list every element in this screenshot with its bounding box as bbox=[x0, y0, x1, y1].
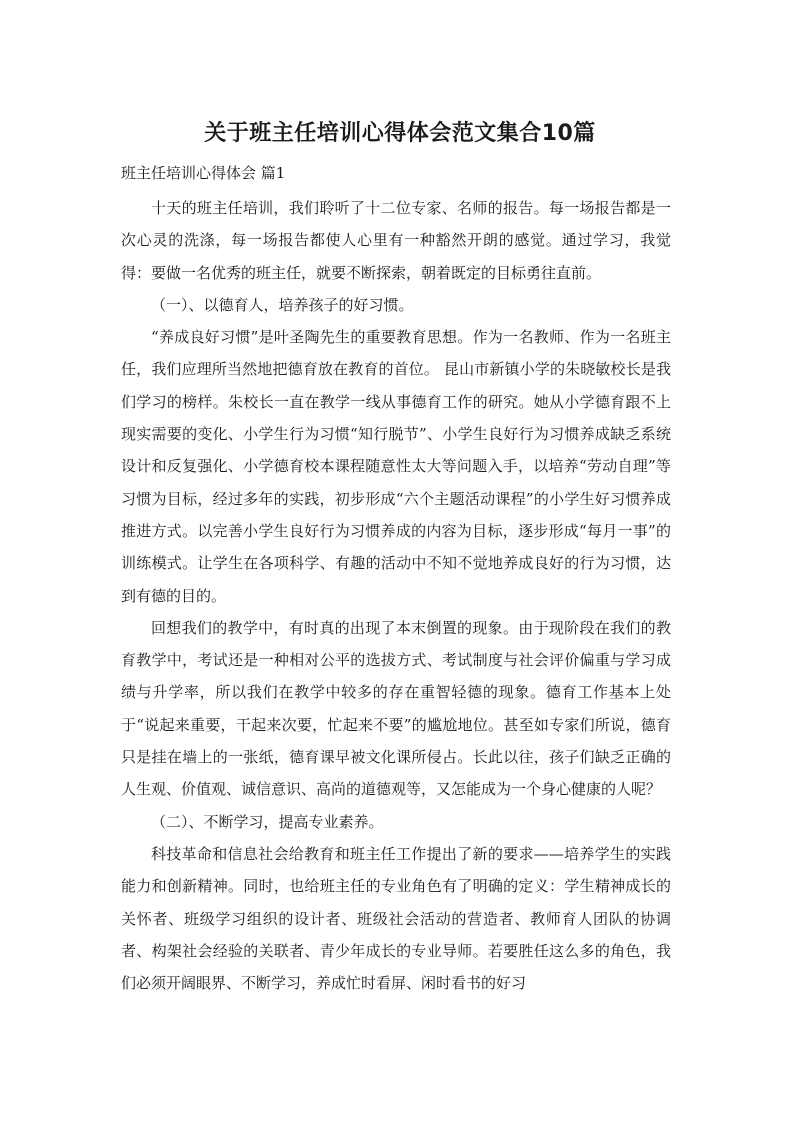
document-title: 关于班主任培训心得体会范文集合10篇 bbox=[204, 121, 596, 146]
section-point-heading: （二）、不断学习，提高专业素养。 bbox=[151, 812, 384, 831]
paragraph: 科技革命和信息社会给教育和班主任工作提出了新的要求——培养学生的实践能力和创新精神。同时，也给班主任的专业角色有了明确的定义：学生精神成长的关怀者、班级学习组织的设计者、班级社会活动的营造者、教师育人团队的协调者、构架社会经验的关联者、青少年成长的专业导师。若要胜任这么多的角色，我们必须开阔眼界、不断学习，养成忙时看屏、闲时看书的好习 bbox=[121, 844, 671, 993]
paragraph: 十天的班主任培训，我们聆听了十二位专家、名师的报告。每一场报告都是一次心灵的洗涤，每一场报告都使人心里有一种豁然开朗的感觉。通过学习，我觉得：要做一名优秀的班主任，就要不断探索，朝着既定的目标勇往直前。 bbox=[121, 199, 671, 282]
section-heading: 班主任培训心得体会 篇1 bbox=[121, 164, 286, 182]
paragraph: 回想我们的教学中，有时真的出现了本末倒置的现象。由于现阶段在我们的教育教学中，考试还是一种相对公平的选拔方式、考试制度与社会评价偏重与学习成绩与升学率，所以我们在教学中较多的存在重智轻德的现象。德育工作基本上处于“说起来重要，干起来次要，忙起来不要”的尴尬地位。甚至如专家们所说，德育只是挂在墙上的一张纸，德育课早被文化课所侵占。长此以往，孩子们缺乏正确的人生观、价值观、诚信意识、高尚的道德观等，又怎能成为一个身心健康的人呢？ bbox=[121, 618, 671, 799]
section-point-heading: （一）、以德育人，培养孩子的好习惯。 bbox=[151, 295, 414, 314]
paragraph: “养成良好习惯”是叶圣陶先生的重要教育思想。作为一名教师、作为一名班主任，我们应理所当然地把德育放在教育的首位。 昆山市新镇小学的朱晓敏校长是我们学习的榜样。朱校长一直在教学一线从事德育工作的研究。她从小学德育跟不上现实需要的变化、小学生行为习惯“知行脱节”、小学生良好行为习惯养成缺乏系统设计和反复强化、小学德育校本课程随意性太大等问题入手，以培养“劳动自理”等习惯为目标，经过多年的实践，初步形成“六个主题活动课程”的小学生好习惯养成推进方式。以完善小学生良好行为习惯养成的内容为目标，逐步形成“每月一事”的训练模式。让学生在各项科学、有趣的活动中不知不觉地养成良好的行为习惯，达到有德的目的。 bbox=[121, 328, 671, 605]
document-body bbox=[121, 192, 671, 999]
